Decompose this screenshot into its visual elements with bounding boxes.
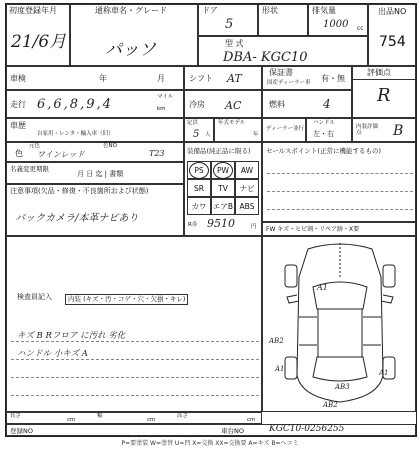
shaken-label: 車検 <box>10 74 26 83</box>
equip-pw: PW <box>211 161 235 179</box>
fw-text: FW キズ・ヒビ割・リペア跡・X要 <box>266 226 360 233</box>
length-label: 長さ <box>10 413 22 419</box>
year-model-label: 年式モデル <box>218 120 246 126</box>
history-cell <box>6 162 184 184</box>
model-value: DBA- KGC10 <box>223 50 308 65</box>
fuel-value: 4 <box>323 97 331 111</box>
mileage-label: 走行 <box>10 100 26 109</box>
remarks-cell <box>6 184 184 236</box>
r-value: 9510 <box>207 217 235 230</box>
footer-legend: P=要塗装 W=塗替 U=凹 X=交換 XX=交換要 A=キズ B=ヘコミ <box>121 440 299 447</box>
displacement-unit: cc <box>357 25 364 32</box>
model-cell <box>198 36 368 66</box>
equip-pw-circle <box>213 162 233 179</box>
first-reg-label: 初度登録年月 <box>9 6 57 15</box>
capacity-label: 定員 <box>187 120 199 126</box>
remarks-value: バックカメラ/本革ナビあり <box>15 213 139 224</box>
length-unit: cm <box>67 417 76 423</box>
equip-sr: SR <box>187 179 211 197</box>
diagram-mark: A1 <box>379 369 389 377</box>
doors-value: 5 <box>225 17 234 32</box>
ac-cell <box>184 90 262 118</box>
auction-sheet <box>5 3 417 437</box>
mileage-cell <box>6 90 184 118</box>
diagram-mark: AB2 <box>269 337 284 345</box>
equip-airbag: エアB <box>211 197 235 215</box>
mileage-unit-bottom: km <box>157 106 166 112</box>
inspector-line <box>11 341 259 342</box>
color-original: 元色 <box>29 143 41 149</box>
frame-value: KGC10-0256255 <box>269 424 345 434</box>
warranty-sub: 国産ディーラー車 <box>267 80 311 86</box>
inspector-line <box>11 377 259 378</box>
height-unit: cm <box>247 417 256 423</box>
ac-label: 冷房 <box>189 100 205 109</box>
handle-cell <box>306 118 352 142</box>
displacement-label: 排気量 <box>312 6 336 15</box>
shaken-month: 月 <box>157 74 165 83</box>
r-unit: 円 <box>251 224 257 230</box>
interior-cell <box>352 118 416 142</box>
car-diagram-cell <box>262 236 416 412</box>
dims-cell <box>6 412 262 424</box>
usage-label: 車歴 <box>10 121 26 130</box>
fuel-cell <box>262 90 352 118</box>
model-label: 型 式 <box>225 39 244 48</box>
equip-tv: TV <box>211 179 235 197</box>
diagram-mark: AB2 <box>323 401 338 409</box>
lot-value: 754 <box>379 34 406 50</box>
selling-line <box>267 173 413 174</box>
history-label: 名義変更期限 <box>10 165 49 173</box>
shaken-year: 年 <box>99 74 107 83</box>
shift-value: AT <box>227 72 242 85</box>
mileage-value: 6,6,8,9,4 <box>37 97 113 112</box>
grade-divider <box>353 79 417 80</box>
height-label: 高さ <box>177 413 189 419</box>
shift-label: シフト <box>189 74 213 83</box>
doors-cell <box>198 4 258 36</box>
year-model-cell <box>214 118 262 142</box>
selling-label: セールスポイント(正常に機能するもの) <box>266 147 381 155</box>
lot-label: 出品NO <box>378 7 407 16</box>
color-label: 色 <box>15 149 23 158</box>
first-reg-value: 21/6月 <box>11 32 67 52</box>
displacement-cell <box>308 4 368 36</box>
capacity-unit: 人 <box>205 132 211 138</box>
capacity-value: 5 <box>193 129 200 140</box>
grade-cell <box>352 66 416 118</box>
interior-value: B <box>393 123 404 139</box>
equip-aw: AW <box>235 161 259 179</box>
history-date: 月 日 迄 | 書類 <box>77 170 124 178</box>
shift-cell <box>184 66 262 90</box>
ac-value: AC <box>225 99 242 112</box>
selling-line <box>267 209 413 210</box>
shaken-cell <box>6 66 184 90</box>
inspector-line <box>11 359 259 360</box>
diagram-mark: A1 <box>275 365 285 373</box>
inspector-label: 検査員記入 <box>17 293 52 301</box>
inspector-line1: キズ B Rフロア に汚れ 劣化 <box>17 331 126 341</box>
fuel-label: 燃料 <box>269 100 285 109</box>
lot-cell <box>368 4 416 66</box>
grade-value: R <box>377 85 391 106</box>
capacity-cell <box>184 118 214 142</box>
color-cell <box>6 142 184 162</box>
registration-label: 登録NO <box>10 427 33 435</box>
r-label: R券 <box>188 222 198 228</box>
inspector-legend: 内装 (キズ・汚・コゲ・穴・欠損・キレ) <box>65 294 188 305</box>
color-no-label: 色NO <box>103 143 117 149</box>
fw-row <box>262 222 416 236</box>
mileage-unit-top: マイル <box>157 94 174 100</box>
diagram-mark: AB3 <box>335 383 350 391</box>
displacement-value: 1000 <box>323 19 349 30</box>
warranty-label: 保証書 <box>269 68 293 77</box>
car-name-label: 通称車名・グレード <box>95 6 167 15</box>
dealer-cell <box>262 118 306 142</box>
selling-line <box>267 191 413 192</box>
car-name-value: パッソ <box>105 40 156 60</box>
shape-label: 形状 <box>262 6 278 15</box>
inspector-line <box>11 395 259 396</box>
color-value: ワインレッド <box>37 150 85 159</box>
inspector-line2: ハンドル 小キズ A <box>17 349 88 359</box>
handle-value: 左・右 <box>313 130 334 138</box>
year-model-unit: 年 <box>253 132 259 138</box>
equipment-cell <box>184 142 262 236</box>
width-label: 幅 <box>97 413 103 419</box>
equip-ps-circle <box>189 162 209 179</box>
equipment-label: 装備品(純正品に限る) <box>187 147 251 155</box>
warranty-value: 有・無 <box>321 74 345 83</box>
usage-cell <box>6 118 184 142</box>
equip-leather: カワ <box>187 197 211 215</box>
equip-abs: ABS <box>235 197 259 215</box>
remarks-label: 注意事項(欠品・修復・不良箇所および状態) <box>10 187 149 195</box>
car-name-cell <box>70 4 198 66</box>
handle-label: ハンドル <box>313 120 336 126</box>
usage-sub: 自家用・レンタ・輸入車（旧） <box>37 131 114 137</box>
dealer-label: ディーラー並行 <box>266 126 305 132</box>
first-reg-cell <box>6 4 70 66</box>
inspector-cell <box>6 236 262 412</box>
doors-label: ドア <box>202 6 218 15</box>
selling-cell <box>262 142 416 222</box>
warranty-cell <box>262 66 352 90</box>
registration-cell <box>6 424 416 436</box>
frame-label: 車台NO <box>221 427 244 435</box>
color-no-value: T23 <box>149 149 165 158</box>
shape-cell <box>258 4 308 36</box>
interior-label: 内装評価点 <box>356 124 379 136</box>
equip-ps: PS <box>187 161 211 179</box>
diagram-mark: A1 <box>317 283 328 292</box>
width-unit: cm <box>147 417 156 423</box>
grade-label: 評価点 <box>367 68 391 77</box>
equip-navi: ナビ <box>235 179 259 197</box>
